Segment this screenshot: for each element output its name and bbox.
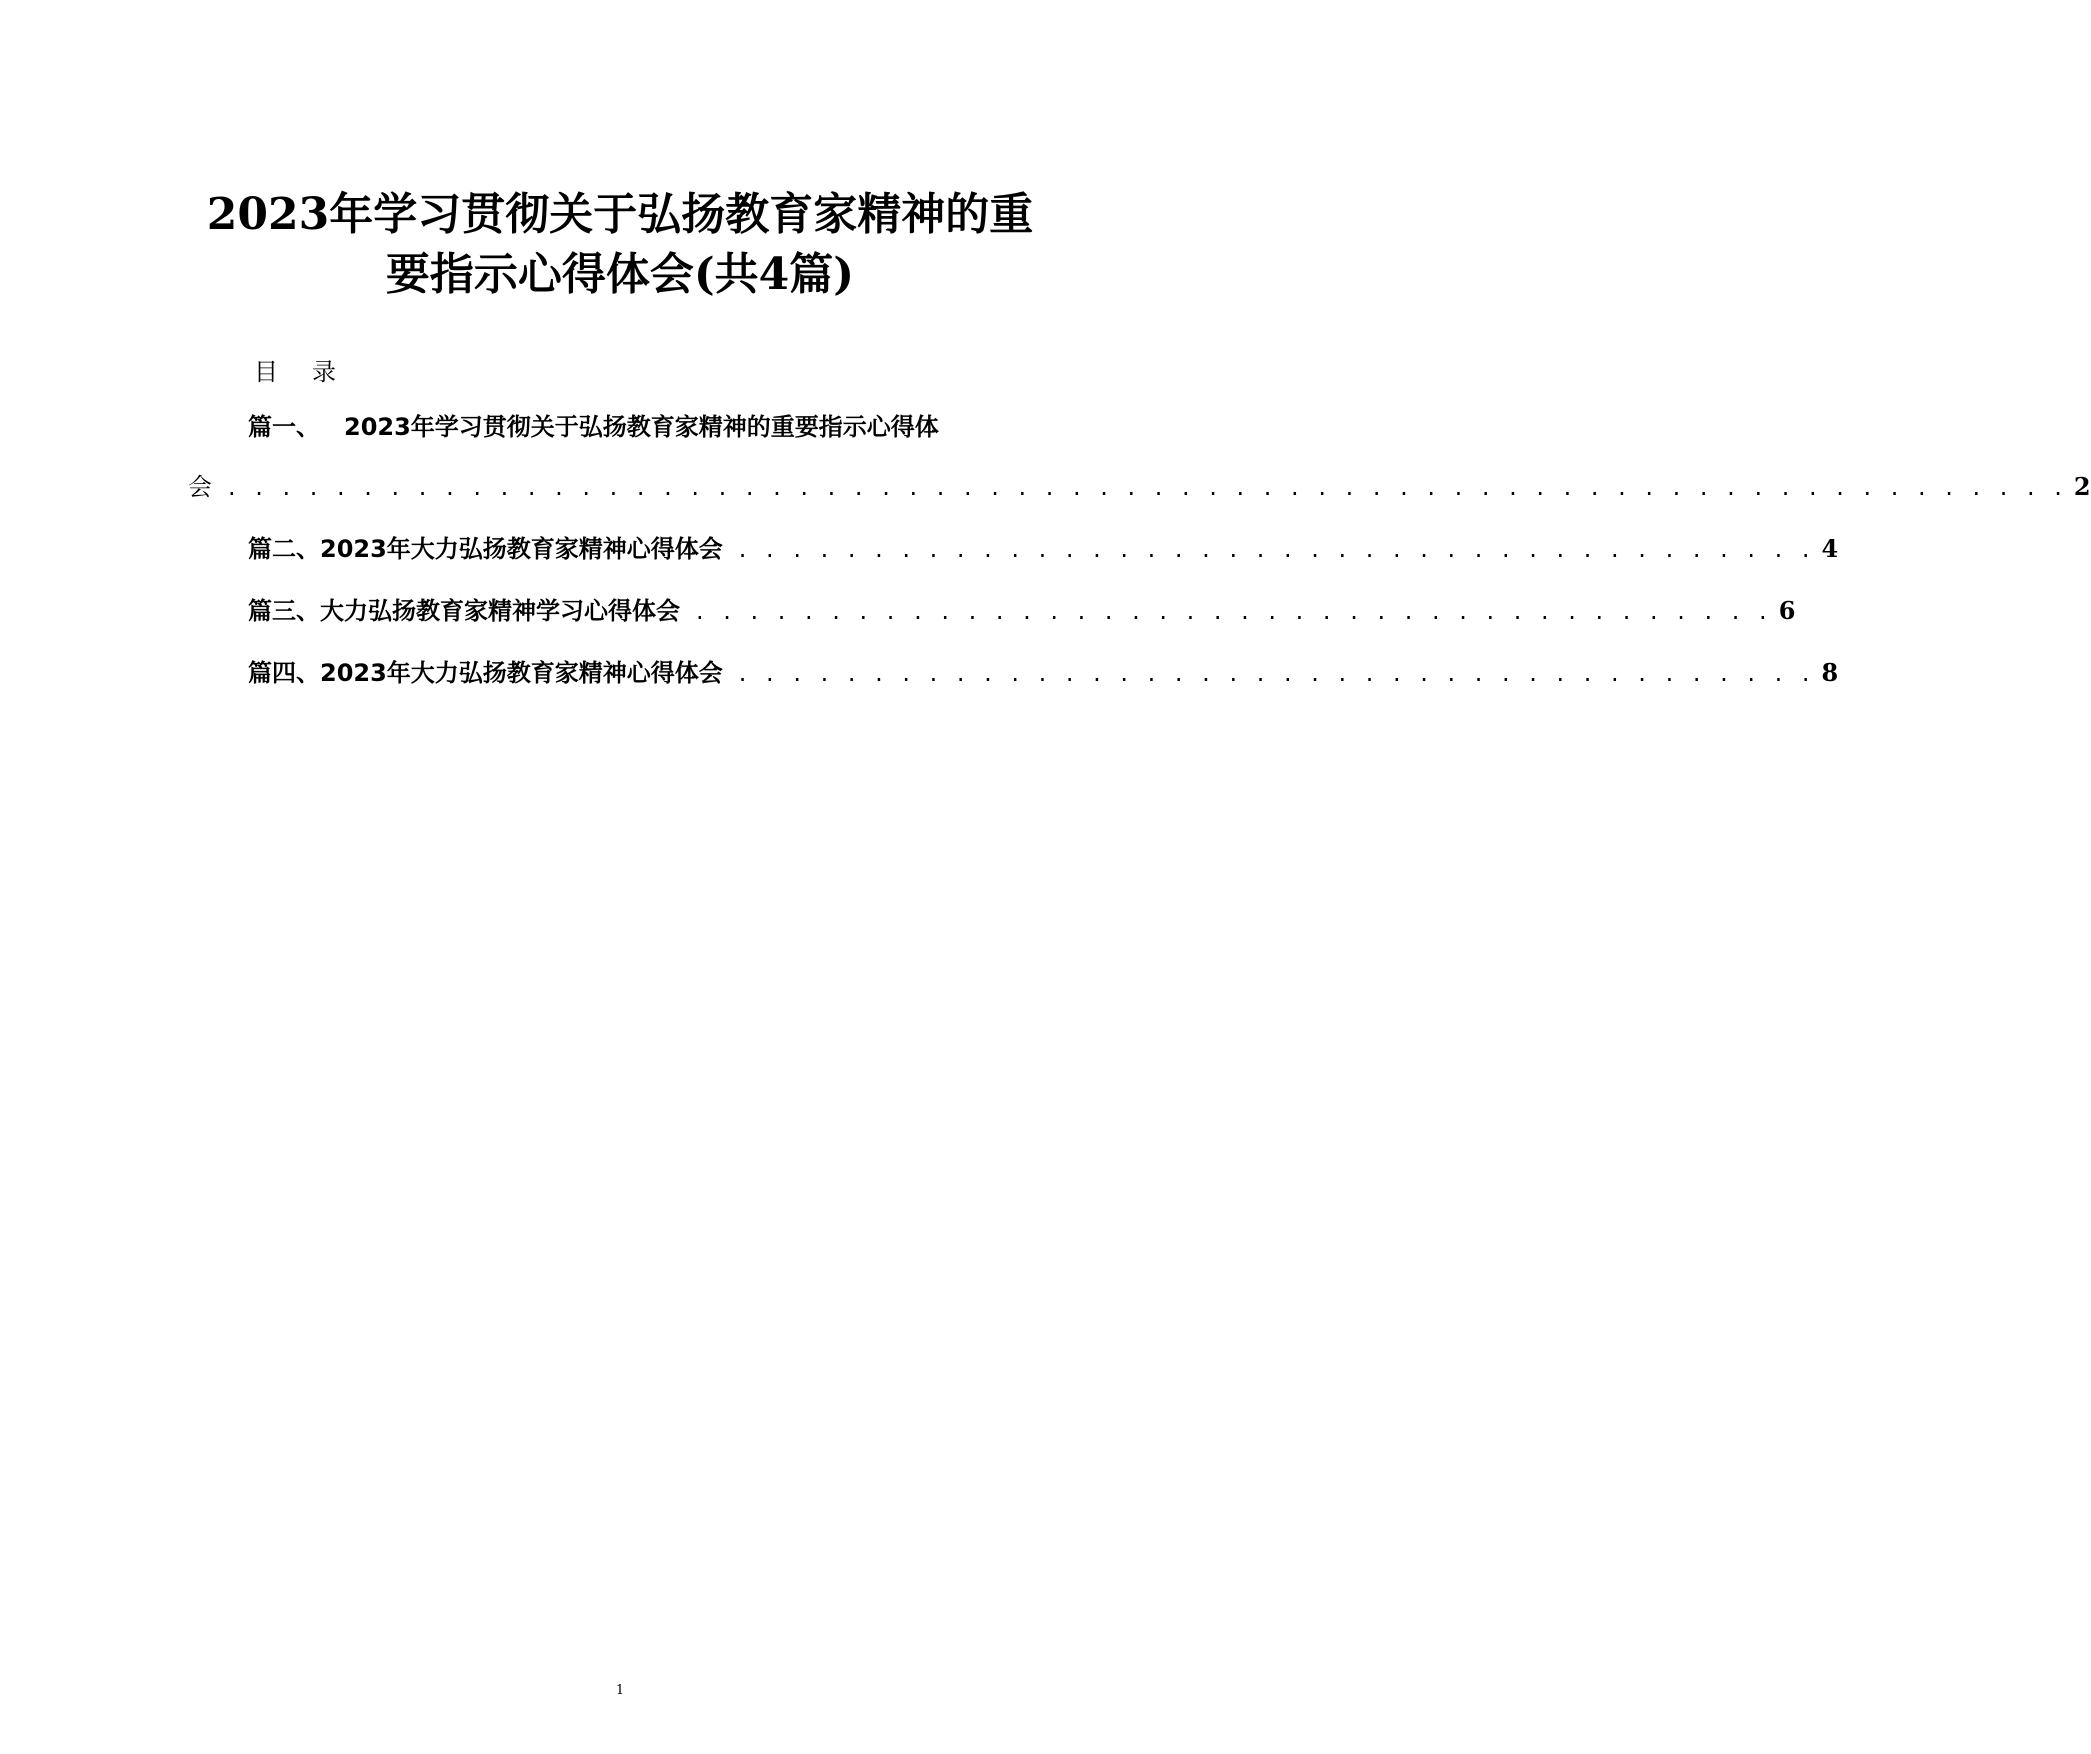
toc-leader-dots: . . . . . . . . . . . . . . . . . . . . . . . . . . . . . . . . . . . . . . . . . . . . . . . . . . . . . . . . . . . . . . . . . . . . bbox=[228, 473, 2068, 501]
toc-entry-page: 8 bbox=[1821, 658, 1839, 687]
title-line-1: 2023年学习贯彻关于弘扬教育家精神的重 bbox=[206, 189, 1034, 240]
toc-entry-prefix: 篇二、 bbox=[248, 535, 320, 563]
toc-heading: 目录 bbox=[254, 358, 370, 386]
toc-entry-title: 2023年大力弘扬教育家精神心得体会 bbox=[320, 535, 723, 563]
toc-entry-2[interactable] bbox=[248, 532, 1839, 566]
toc-entry-1[interactable] bbox=[248, 410, 1044, 444]
toc-entry-4[interactable] bbox=[248, 656, 1839, 690]
toc-entry-prefix: 篇三、 bbox=[248, 597, 320, 625]
toc-entry-prefix: 篇四、 bbox=[248, 659, 320, 687]
title-line-2: 要指示心得体会(共4篇) bbox=[385, 249, 855, 300]
toc-leader-dots: . . . . . . . . . . . . . . . . . . . . . . . . . . . . . . . . . . . . . . . . bbox=[738, 535, 1816, 563]
toc-entry-3[interactable] bbox=[248, 594, 1796, 628]
toc-entry-1-continuation[interactable] bbox=[188, 470, 2091, 504]
toc-leader-dots: . . . . . . . . . . . . . . . . . . . . . . . . . . . . . . . . . . . . . . . . bbox=[738, 659, 1816, 687]
toc-entry-title-continuation: 会 bbox=[188, 473, 212, 501]
toc-entry-page: 6 bbox=[1778, 596, 1796, 625]
toc-entry-page: 4 bbox=[1821, 534, 1839, 563]
toc-entry-title: 大力弘扬教育家精神学习心得体会 bbox=[320, 597, 680, 625]
toc-leader-dots: . . . . . . . . . . . . . . . . . . . . . . . . . . . . . . . . . . . . . . . . bbox=[696, 597, 1773, 625]
toc-entry-title: 2023年大力弘扬教育家精神心得体会 bbox=[320, 659, 723, 687]
page-number: 1 bbox=[615, 1683, 625, 1698]
toc-entry-prefix: 篇一、 bbox=[248, 413, 320, 441]
toc-entry-title: 2023年学习贯彻关于弘扬教育家精神的重要指示心得体 bbox=[344, 413, 939, 441]
document-title bbox=[150, 185, 1090, 305]
toc-entry-page: 2 bbox=[2073, 472, 2091, 501]
